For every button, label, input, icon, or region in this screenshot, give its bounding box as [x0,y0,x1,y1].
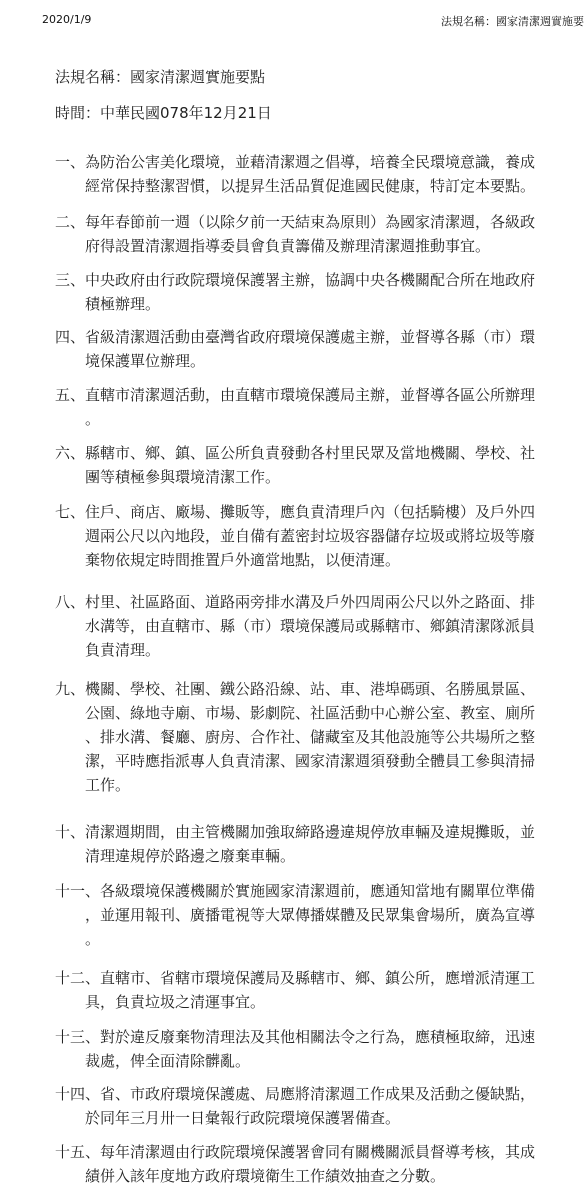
article-7: 七、住戶、商店、廠場、攤販等，應負責清理戶內（包括騎樓）及戶外四 週兩公尺以內地段，並自備有蓋密封垃圾容器儲存垃圾或將垃圾等廢 棄物依規定時間推置戶外適當地點，以便清運。 [55,503,536,569]
article-1: 一、為防治公害美化環境，並藉清潔週之倡導，培養全民環境意識，養成 經常保持整潔習慣，以提昇生活品質促進國民健康，特訂定本要點。 [55,153,536,195]
article-3: 三、中央政府由行政院環境保護署主辦，協調中央各機關配合所在地政府 積極辦理。 [55,271,536,313]
article-9: 九、機關、學校、社團、鐵公路沿線、站、車、港埠碼頭、名勝風景區、 公園、綠地寺廟、市場、影劇院、社區活動中心辦公室、教室、廁所 、排水溝、餐廳、廚房、合作社、儲藏室及其他設施等公共場所之整 潔，平時應指派專人負責清潔、國家清潔週須發動全體員工參與清掃 工作。 [55,680,536,794]
law-date: 時間：中華民國078年12月21日 [55,104,272,122]
article-10: 十、清潔週期間，由主管機關加強取締路邊違規停放車輛及違規攤販，並 清理違規停於路邊之廢棄車輛。 [55,823,536,865]
print-header [0,0,588,40]
article-2: 二、每年春節前一週（以除夕前一天結束為原則）為國家清潔週，各級政 府得設置清潔週指導委員會負責籌備及辦理清潔週推動事宜。 [55,213,536,255]
law-name: 法規名稱：國家清潔週實施要點 [55,68,266,86]
article-8: 八、村里、社區路面、道路兩旁排水溝及戶外四周兩公尺以外之路面、排 水溝等，由直轄市、縣（市）環境保護局或縣轄市、鄉鎮清潔隊派員 負責清理。 [55,593,536,659]
print-date: 2020/1/9 [42,13,92,26]
article-11: 十一、各級環境保護機關於實施國家清潔週前，應通知當地有關單位準備 ，並運用報刊、廣播電視等大眾傳播媒體及民眾集會場所，廣為宣導 。 [55,882,536,948]
article-14: 十四、省、市政府環境保護處、局應將清潔週工作成果及活動之優缺點， 於同年三月卅一日彙報行政院環境保護署備查。 [55,1085,536,1127]
article-6: 六、縣轄市、鄉、鎮、區公所負責發動各村里民眾及當地機關、學校、社 團等積極參與環境清潔工作。 [55,444,536,486]
article-5: 五、直轄市清潔週活動，由直轄市環境保護局主辦，並督導各區公所辦理 。 [55,386,536,428]
article-15: 十五、每年清潔週由行政院環境保護署會同有關機關派員督導考核，其成 績併入該年度地方政府環境衛生工作績效抽查之分數。 [55,1143,536,1185]
article-12: 十二、直轄市、省轄市環境保護局及縣轄市、鄉、鎮公所，應增派清運工 具，負責垃圾之清運事宜。 [55,969,536,1011]
article-4: 四、省級清潔週活動由臺灣省政府環境保護處主辦，並督導各縣（市）環 境保護單位辦理。 [55,328,536,370]
header-law-title: 法規名稱：國家清潔週實施要 [441,15,584,28]
article-13: 十三、對於違反廢棄物清理法及其他相關法令之行為，應積極取締，迅速 裁處，俾全面清除髒亂。 [55,1028,536,1070]
